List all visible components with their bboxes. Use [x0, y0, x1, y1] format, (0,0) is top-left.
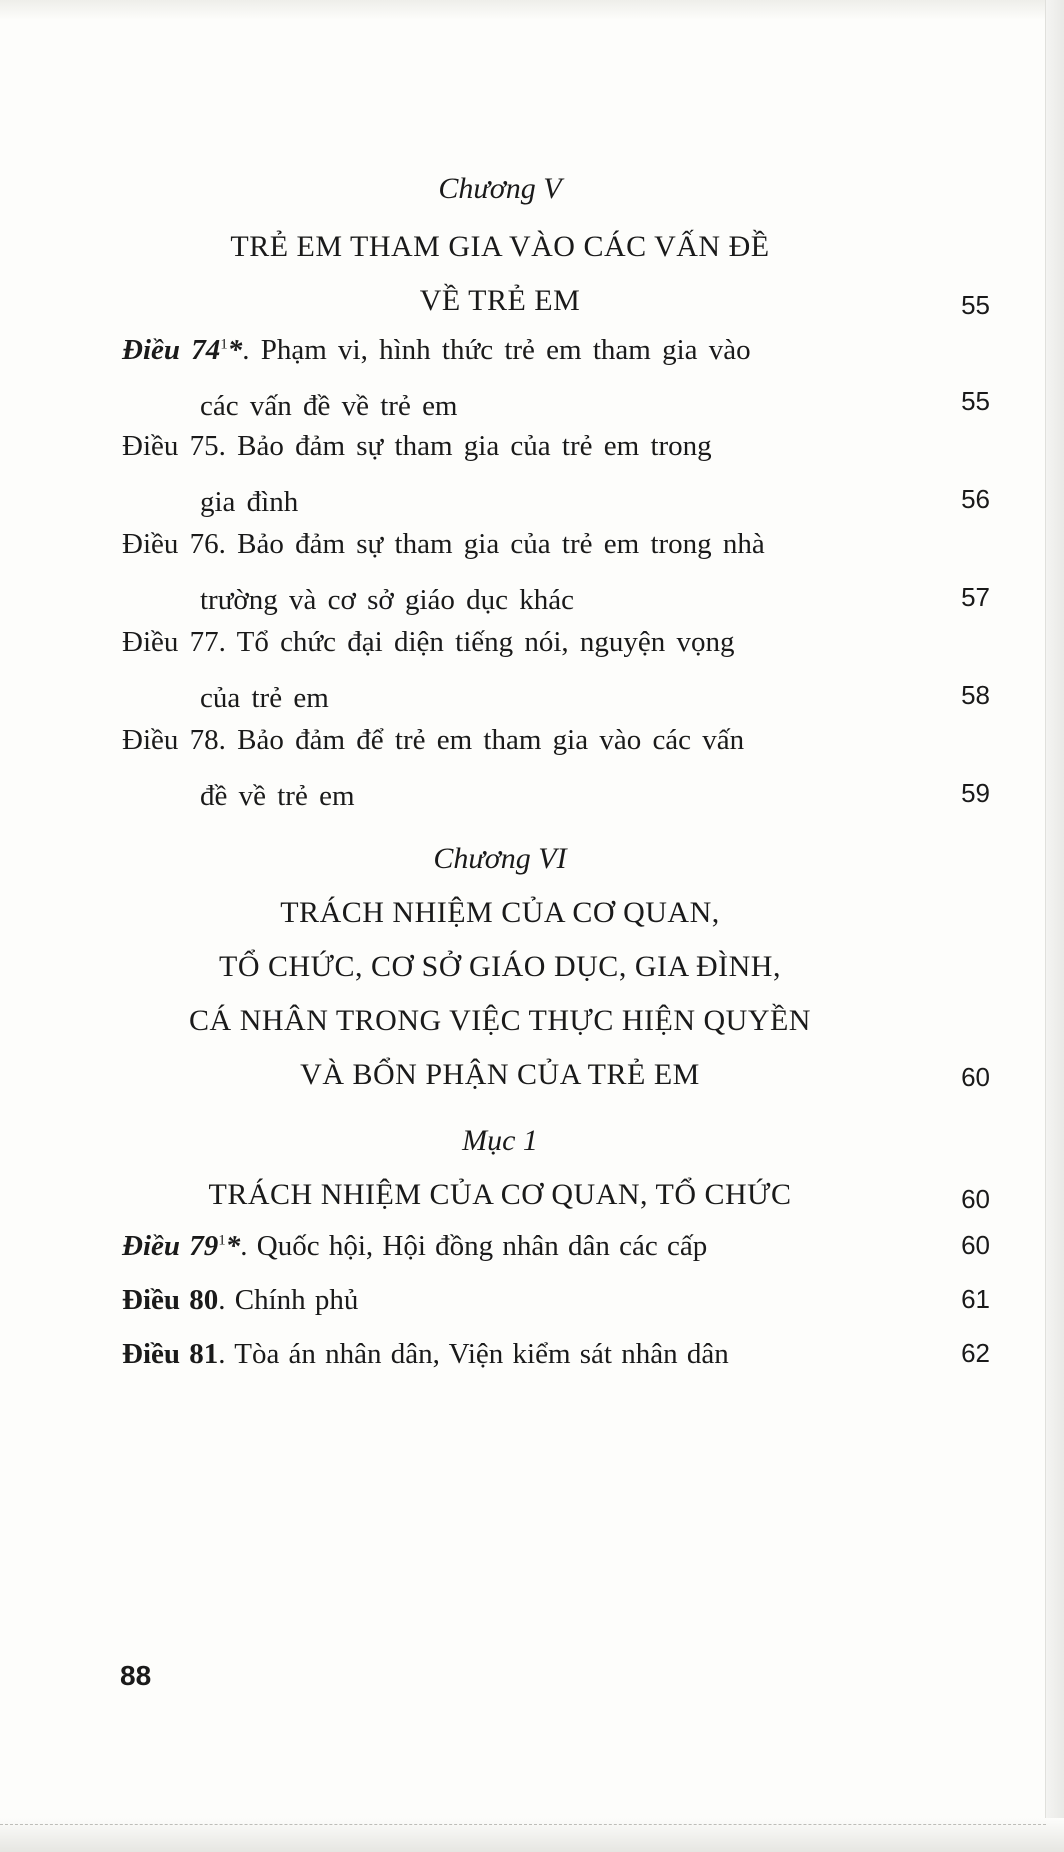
section-1-page-number: 60 [961, 1184, 990, 1214]
article-74-prefix: Điều 74 [122, 334, 221, 366]
article-77-prefix: Điều 77 [122, 626, 219, 658]
article-74-page-number: 55 [961, 386, 990, 416]
toc-entry-article-78 [122, 712, 882, 824]
chapter-6-title-line-3: CÁ NHÂN TRONG VIỆC THỰC HIỆN QUYỀN [189, 1004, 811, 1037]
page-top-edge [0, 0, 1064, 20]
section-1-label: Mục 1 [462, 1124, 538, 1157]
article-79-superscript: 1 [218, 1232, 226, 1249]
chapter-6-title-line-2: TỔ CHỨC, CƠ SỞ GIÁO DỤC, GIA ĐÌNH, [219, 950, 781, 983]
article-75-title-line-2: gia đình [200, 486, 299, 518]
article-75-prefix: Điều 75 [122, 430, 219, 462]
article-77-title-line-1: . Tổ chức đại diện tiếng nói, nguyện vọng [218, 626, 735, 658]
chapter-6-title-line-1: TRÁCH NHIỆM CỦA CƠ QUAN, [280, 896, 720, 929]
chapter-6-page-number: 60 [961, 1062, 990, 1092]
section-1-title: TRÁCH NHIỆM CỦA CƠ QUAN, TỔ CHỨC [208, 1178, 792, 1211]
article-74-title-line-2: các vấn đề về trẻ em [200, 390, 458, 422]
toc-entry-article-79 [122, 1218, 882, 1274]
article-79-prefix: Điều 79 [122, 1230, 219, 1262]
article-80-page-number: 61 [961, 1284, 990, 1314]
article-78-title-line-1: . Bảo đảm để trẻ em tham gia vào các vấn [218, 724, 745, 756]
toc-entry-article-76 [122, 516, 882, 628]
article-78-prefix: Điều 78 [122, 724, 219, 756]
article-81-page-number: 62 [961, 1338, 990, 1368]
article-80-title: . Chính phủ [218, 1284, 359, 1316]
article-76-title-line-1: . Bảo đảm sự tham gia của trẻ em trong nhà [218, 528, 765, 560]
article-75-title-line-1: . Bảo đảm sự tham gia của trẻ em trong [218, 430, 712, 462]
toc-entry-article-77 [122, 614, 882, 726]
page-folio-number: 88 [120, 1660, 152, 1691]
article-75-page-number: 56 [961, 484, 990, 514]
article-81-title: . Tòa án nhân dân, Viện kiểm sát nhân dân [218, 1338, 729, 1370]
chapter-6-label: Chương VI [433, 842, 567, 875]
chapter-5-label: Chương V [438, 172, 562, 205]
page-right-edge [1045, 0, 1064, 1852]
article-79-mark: * [225, 1230, 241, 1262]
chapter-5-title-line-1: TRẺ EM THAM GIA VÀO CÁC VẤN ĐỀ [230, 230, 770, 263]
article-76-prefix: Điều 76 [122, 528, 219, 560]
chapter-5-title-line-2: VỀ TRẺ EM [419, 284, 581, 317]
toc-entry-article-80 [122, 1272, 882, 1328]
article-80-prefix: Điều 80 [122, 1284, 219, 1316]
article-74-title-line-1: . Phạm vi, hình thức trẻ em tham gia vào [242, 334, 751, 366]
article-78-title-line-2: đề về trẻ em [200, 780, 355, 812]
article-76-page-number: 57 [961, 582, 990, 612]
chapter-6-title-line-4: VÀ BỔN PHẬN CỦA TRẺ EM [300, 1058, 700, 1091]
article-79-title: . Quốc hội, Hội đồng nhân dân các cấp [240, 1230, 708, 1262]
page-bottom-edge [0, 1818, 1064, 1852]
article-78-page-number: 59 [961, 778, 990, 808]
article-81-prefix: Điều 81 [122, 1338, 219, 1370]
article-74-mark: * [227, 334, 243, 366]
chapter-5-page-number: 55 [961, 290, 990, 320]
article-77-title-line-2: của trẻ em [200, 682, 329, 714]
toc-entry-article-75 [122, 418, 882, 530]
article-74-superscript: 1 [220, 336, 228, 353]
article-77-page-number: 58 [961, 680, 990, 710]
toc-entry-article-81 [122, 1326, 882, 1382]
article-79-page-number: 60 [961, 1230, 990, 1260]
article-76-title-line-2: trường và cơ sở giáo dục khác [200, 584, 575, 616]
